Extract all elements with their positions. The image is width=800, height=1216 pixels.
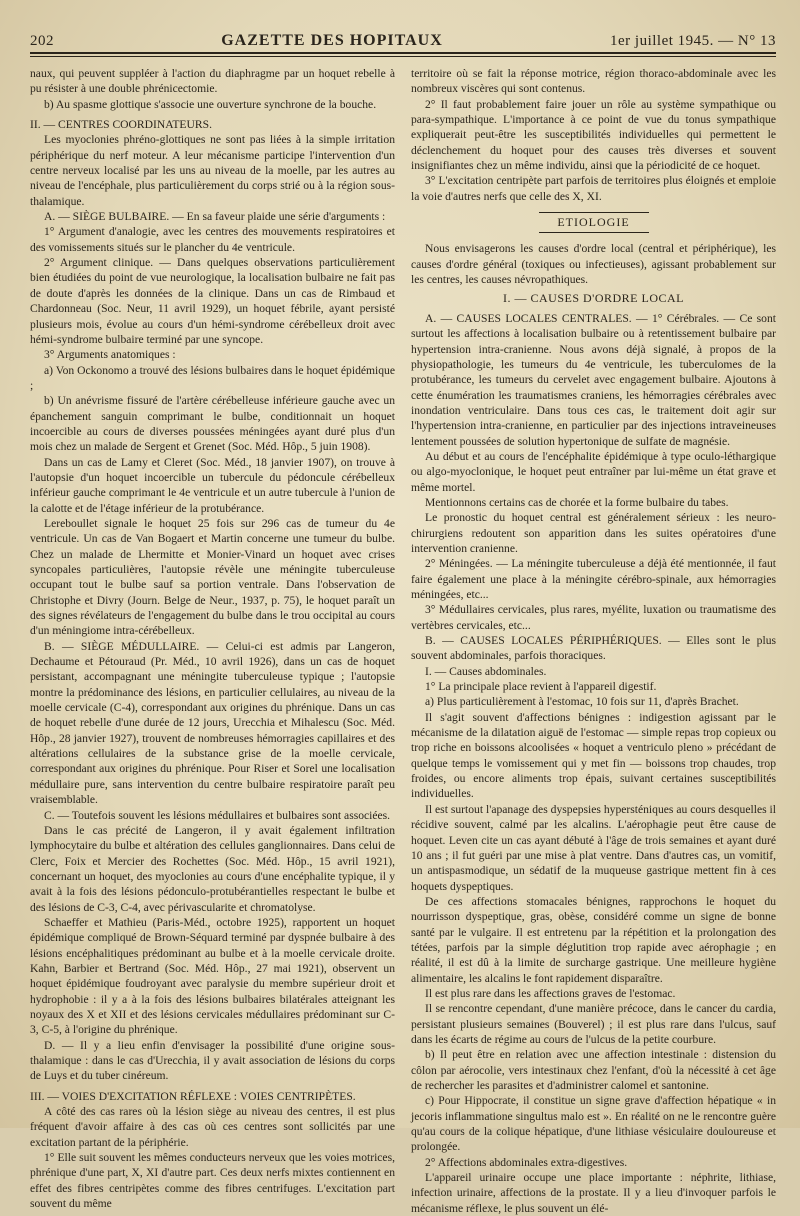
paragraph: Il s'agit souvent d'affections bénignes : indigestion agissant par le mécanisme de la dilatation aiguë de l'estomac — simple repas trop copieux ou trop riche en boissons alcoolisées « hoquet a ventriculo pleno » précédant de quelque temps le vomissement qui y met fin — boissons trop chaudes, trop froides, ou encore aliments trop épais, suivant certaines susceptibilités individuelles. — [411, 710, 776, 801]
paragraph: 2° Affections abdominales extra-digestives. — [425, 1155, 628, 1169]
paragraph: 1° La principale place revient à l'appareil digestif. — [425, 680, 657, 694]
paragraph: Au début et au cours de l'encéphalite épidémique à type oculo-léthargique ou algo-myoclonique, le hoquet peut entraîner par lui-même un état grave et même mortel. — [411, 449, 776, 494]
left-column — [30, 66, 395, 1211]
paragraph: territoire où se fait la réponse motrice, région thoraco-abdominale avec les nombreux viscères qui sont contenus. — [411, 67, 776, 96]
paragraph: Lereboullet signale le hoquet 25 fois sur 296 cas de tumeur du 4e ventricule. Un cas de Van Bogaert et Martin concerne une tumeur du bulbe. Chez un malade de Lhermitte et Monier-Vinard un hoquet avec crises syncopales particulières, l'autopsie révèle une méningite tuberculeuse occupant tout le bulbe sauf sa portion ventrale. Dans l'observation de Christophe et Divry (Journ. Belge de Neur., 1937, p. 75), le hoquet paraît un des signes révélateurs de l'engagement du bulbe dans le trou occipital au cours d'un méningiome intra-cérébelleux. — [30, 516, 395, 638]
paragraph: 2° Il faut probablement faire jouer un rôle au système sympathique ou para-sympathique. L'importance à ce point de vue du tonus sympathique expliquerait peut-être les susceptibilités individuelles qui permettent le déclenchement du hoquet pour des causes très diverses et souvent insignifiantes chez un même individu, ainsi que la périodicité de ce hoquet. — [411, 97, 776, 173]
paragraph: Il se rencontre cependant, d'une manière précoce, dans le cancer du cardia, persistant plusieurs semaines (Bouverel) ; il est plus rare dans l'ulcus, sauf dans les écarts de régime au cours de l'ulcus de la petite courbure. — [411, 1002, 776, 1046]
paragraph: 3° L'excitation centripète part parfois de territoires plus éloignés et emploie la voie d'autres nerfs que celle des X, XI. — [411, 174, 776, 203]
paragraph: 2° Méningées. — La méningite tuberculeuse a déjà été mentionnée, il faut faire également une place à la méningite cérébro-spinale, aux hémorragies méningées, etc... — [411, 557, 776, 601]
paragraph: Il est plus rare dans les affections graves de l'estomac. — [425, 986, 676, 1000]
section-heading: ETIOLOGIE — [539, 212, 649, 233]
paragraph: Dans un cas de Lamy et Cleret (Soc. Méd., 18 janvier 1907), on trouve à l'autopsie d'un hoquet incoercible un tubercule du pédoncule cérébelleux inférieur gauche comprimant le 4e ventricule et un autre tubercule à l'union de la calotte et de l'étage inférieur de la protubérance. — [30, 455, 395, 515]
issue-date: 1er juillet 1945. — N° 13 — [610, 33, 776, 49]
journal-title: GAZETTE DES HOPITAUX — [221, 32, 443, 49]
running-head — [30, 28, 776, 50]
header-rule — [30, 52, 776, 54]
paragraph: De ces affections stomacales bénignes, rapprochons le hoquet du nourrisson dyspeptique, gras, obèse, considéré comme un signe de bonne santé par le vulgaire. Il est entretenu par la répétition et la prolongation des tétées, parfois par la simple déglutition trop rapide avec aérophagie ; en réalité, il est dû à la limite de surcharge gastrique. Une meilleure hygiène alimentaire, les alcalins le font rapidement disparaître. — [411, 894, 776, 985]
paragraph: Mentionnons certains cas de chorée et la forme bulbaire du tabes. — [425, 495, 729, 509]
paragraph: B. — SIÈGE MÉDULLAIRE. — Celui-ci est admis par Langeron, Dechaume et Pétouraud (Pr. Méd., 10 avril 1926), dans un cas de hoquet persistant, accompagnant une méningite tuberculeuse typique ; l'autopsie montre la prédominance des lésions, en particulier cellulaires, au niveau de la moelle cervicale (C-4), correspondant aux origines du phrénique. Dans un cas de hoquet rebelle d'une durée de 12 jours, Urecchia et Mihalescu (Soc. Méd. Hôp., 28 janvier 1927), trouvent de nombreuses hémorragies capillaires et des altérations cellulaires de la substance grise de la moelle cervicale, correspondant aux origines du phrénique. Pour Riser et Sorel une localisation médullaire pure, sans intervention du centre bulbaire respiratoire paraît peu vraisemblable. — [30, 639, 395, 807]
paragraph: 1° Argument d'analogie, avec les centres des mouvements respiratoires et des vomissements situés sur le plancher du 4e ventricule. — [30, 225, 395, 254]
article-columns — [30, 66, 776, 1215]
paragraph: b) Un anévrisme fissuré de l'artère cérébelleuse inférieure gauche avec un épanchement sanguin comprimant le bulbe, conditionnait un hoquet incoercible au cours de diverses poussées méningées ayant duré plus d'un mois chez un malade de Sergent et Grenet (Soc. Méd. Hôp., 5 juin 1908). — [30, 394, 395, 454]
paragraph: I. — Causes abdominales. — [425, 664, 547, 678]
paragraph: 2° Argument clinique. — Dans quelques observations particulièrement bien étudiées du point de vue neurologique, la localisation bulbaire ne fait pas de doute d'après les données de la clinique. Dans un cas de Rimbaud et Chardonneau (Soc. Neur, 11 avril 1929), un hoquet fébrile, ayant persisté plusieurs mois, évolue au cours d'un hémi-syndrome cérébelleux droit avec hémi-syndrome bulbaire terminé par une syncope. — [30, 256, 395, 346]
section-subheading: II. — CENTRES COORDINATEURS. — [30, 118, 212, 132]
paragraph: Il est surtout l'apanage des dyspepsies hypersténiques au cours desquelles il récidive souvent, calmé par les alcalins. L'aérophagie peut être cause de hoquet. Leven cite un cas ayant débuté à l'âge de trois semaines et ayant duré 10 ans ; il fut guéri par une mise à plat ventre. Dans d'autres cas, un vomitif, un antispasmodique, un sédatif de la muqueuse gastrique mettent fin à ces hoquets dyspeptiques. — [411, 802, 776, 893]
right-column — [411, 66, 776, 1215]
page-number: 202 — [30, 33, 54, 49]
section-heading: I. — CAUSES D'ORDRE LOCAL — [502, 291, 684, 306]
paragraph: Schaeffer et Mathieu (Paris-Méd., octobre 1925), rapportent un hoquet épidémique compliqué de Brown-Séquard terminé par dyspnée bulbaire à des lésions encéphalitiques prédominant au bulbe et à la moelle cervicale droite. Kahn, Barbier et Bertrand (Soc. Méd. Hôp., 27 mai 1921), observent un hoquet épidémique foudroyant avec paralysie du membre supérieur droit et hydrophobie : il y a à la fois des lésions bulbaires bilatérales atteignant les noyaux des X et XII et des lésions cervicales médullaires prédominant sur C-3, C-5, à l'origine du phrénique. — [30, 915, 395, 1037]
paragraph: C. — Toutefois souvent les lésions médullaires et bulbaires sont associées. — [44, 808, 391, 822]
section-subheading: III. — VOIES D'EXCITATION RÉFLEXE : VOIES CENTRIPÈTES. — [30, 1089, 356, 1103]
paragraph: 3° Médullaires cervicales, plus rares, myélite, luxation ou traumatisme des vertèbres cervicales, etc... — [411, 603, 776, 632]
paragraph: b) Au spasme glottique s'associe une ouverture synchrone de la bouche. — [44, 97, 377, 111]
paragraph: Les myoclonies phréno-glottiques ne sont pas liées à la simple irritation périphérique du nerf moteur. A leur mécanisme participe l'intervention d'un centre nerveux localisé par les uns au niveau de la moelle, par les autres au niveau de l'encéphale, plus particulièrement du corps strié ou à la région sous-thalamique. — [30, 133, 395, 208]
paragraph: naux, qui peuvent suppléer à l'action du diaphragme par un hoquet rebelle à pu résister à une double phrénicectomie. — [30, 67, 395, 96]
paragraph: A côté des cas rares où la lésion siège au niveau des centres, il est plus fréquent d'avoir affaire à des cas où ces centres sont sollicités par une excitation partant de la périphérie. — [30, 1105, 395, 1149]
paragraph: D. — Il y a lieu enfin d'envisager la possibilité d'une origine sous-thalamique : dans le cas d'Urecchia, il y avait association de lésions du corps de Luys et du tuber cinéreum. — [30, 1038, 395, 1083]
paragraph: a) Von Ockonomo a trouvé des lésions bulbaires dans le hoquet épidémique ; — [30, 363, 395, 392]
paragraph: 1° Elle suit souvent les mêmes conducteurs nerveux que les voies motrices, phrénique d'une part, X, XI d'autre part. Ces deux nerfs mixtes contiennent en effet des fibres centripètes comme des fibres centrifuges. L'excitation part souvent du même — [30, 1151, 395, 1211]
paragraph: B. — CAUSES LOCALES PÉRIPHÉRIQUES. — Elles sont le plus souvent abdominales, parfois thoraciques. — [411, 634, 776, 663]
paragraph: L'appareil urinaire occupe une place importante : néphrite, lithiase, infection urinaire, affections de la prostate. Il y a lieu d'invoquer parfois le mécanisme réflexe, le plus souvent un élé- — [411, 1171, 776, 1215]
paragraph: Dans le cas précité de Langeron, il y avait également infiltration lymphocytaire du bulbe et altération des cellules ganglionnaires. Dans celui de Clerc, Foix et Mercier des Rochettes (Soc. Méd. Hôp., 15 avril 1921), concernant un hoquet, des myoclonies au cours d'une encéphalite typique, il y avait à la fois des lésions pédonculo-protubérantielles respectant le bulbe et des lésions de C-3, C-4, avec périvascularite et chromatolyse. — [30, 823, 395, 914]
paragraph: a) Plus particulièrement à l'estomac, 10 fois sur 11, d'après Brachet. — [425, 695, 739, 709]
paragraph: A. — CAUSES LOCALES CENTRALES. — 1° Cérébrales. — Ce sont surtout les affections à localisation bulbaire ou à retentissement bulbaire par hypertension intra-cranienne. Nous avons déjà signalé, à propos de la physiopathologie, les tumeurs du 4e ventricule, les tuberculomes de la protubérance, les tumeurs du cervelet avec engagement bulbaire. Ajoutons à cette énumération les traumatismes craniens, les hémorragies cérébrales avec inondation ventriculaire. Dans tous ces cas, le traitement doit agir sur l'hypertension intra-cranienne, en particulier par des injections intraveineuses lentement poussées de solution hypertonique de sulfate de magnésie. — [411, 311, 776, 448]
header-rule-thin — [30, 56, 776, 57]
paragraph: 3° Arguments anatomiques : — [44, 348, 176, 362]
paragraph: c) Pour Hippocrate, il constitue un signe grave d'affection hépatique « in jecoris inflammatione singultus malo est ». En réalité on ne le rencontre guère qu'au cours de la colique hépatique, d'une lithiase vésiculaire douloureuse et prolongée. — [411, 1094, 776, 1154]
paragraph: A. — SIÈGE BULBAIRE. — En sa faveur plaide une série d'arguments : — [44, 210, 386, 224]
paragraph: b) Il peut être en relation avec une affection intestinale : distension du côlon par aérocolie, vers intestinaux chez l'enfant, d'où la nécessité à cet âge de rechercher les parasites et d'administrer calomel et santonine. — [411, 1048, 776, 1092]
paragraph: Le pronostic du hoquet central est généralement sérieux : les neuro-chirurgiens redoutent son apparition dans les suites opératoires d'une intervention cranienne. — [411, 511, 776, 555]
paragraph: Nous envisagerons les causes d'ordre local (central et périphérique), les causes d'ordre général (toxiques ou infectieuses), agissant probablement sur les centres, les causes névropathiques. — [411, 242, 776, 287]
